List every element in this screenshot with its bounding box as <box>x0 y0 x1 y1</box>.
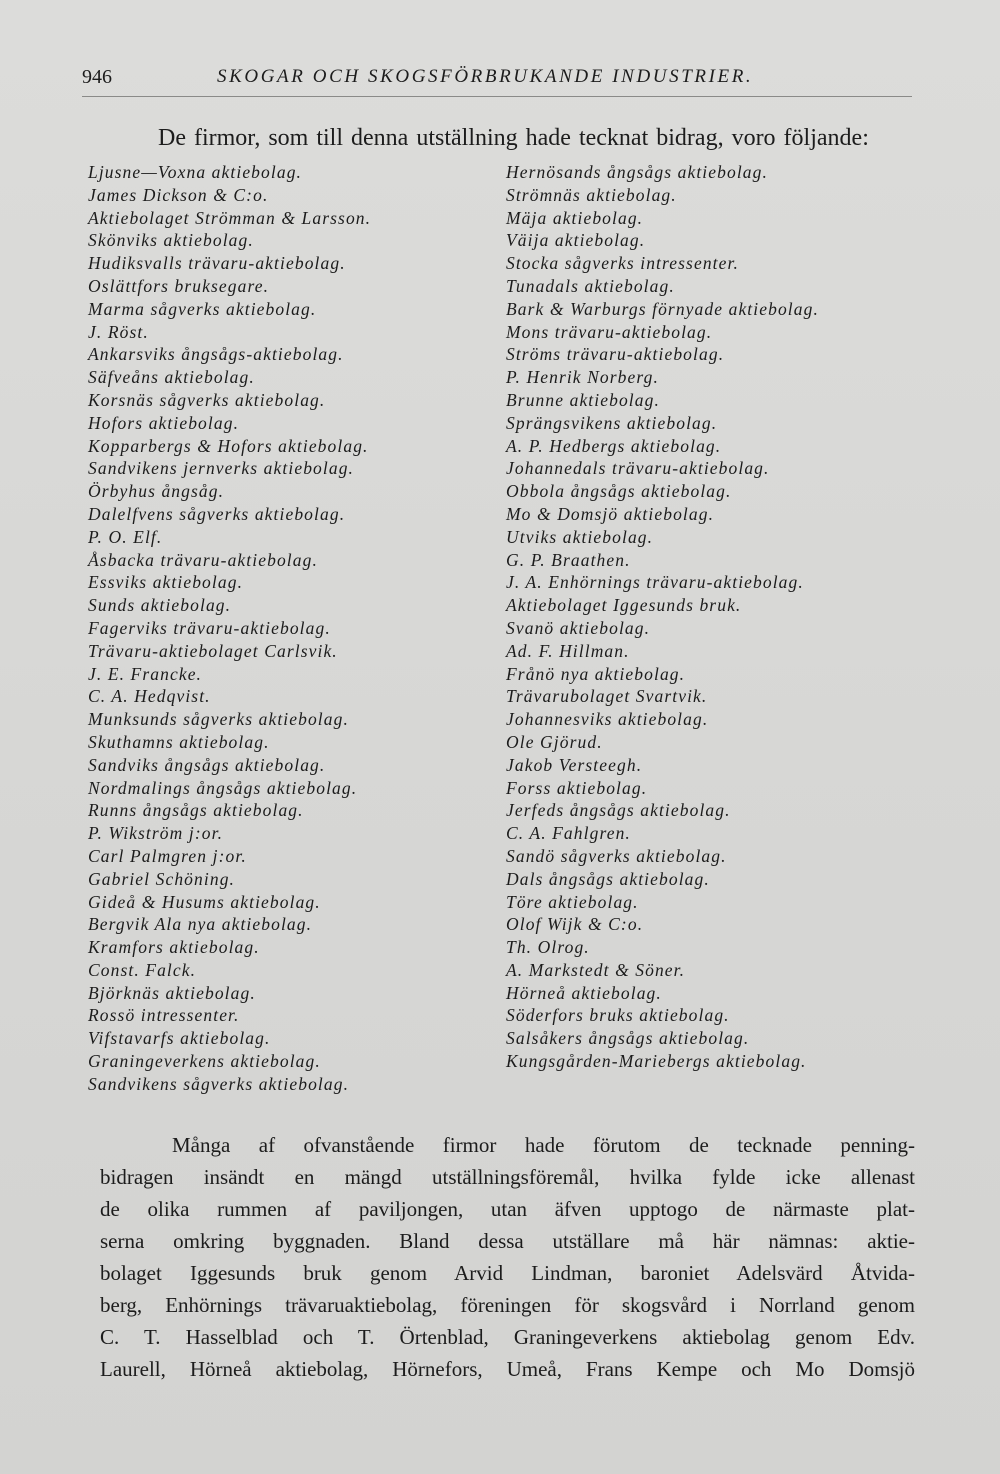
firm-list-item: A. P. Hedbergs aktiebolag. <box>506 435 722 456</box>
paragraph-line: Många af ofvanstående firmor hade förutom de tecknade penning- <box>172 1133 915 1157</box>
running-title: SKOGAR OCH SKOGSFÖRBRUKANDE INDUSTRIER. <box>217 66 754 87</box>
firm-list-item: Ad. F. Hillman. <box>506 640 630 661</box>
firm-list-item: Strömnäs aktiebolag. <box>506 184 677 205</box>
firm-list-item: Dals ångsågs aktiebolag. <box>506 868 710 889</box>
page-header <box>82 66 912 96</box>
firm-list-item: Ole Gjörud. <box>506 731 603 752</box>
firm-list-item: J. A. Enhörnings trävaru-aktiebolag. <box>506 572 804 593</box>
firm-list-item: Tunadals aktiebolag. <box>506 275 675 296</box>
firm-list-item: J. E. Francke. <box>88 663 203 684</box>
firm-list-item: Ankarsviks ångsågs-aktiebolag. <box>88 344 344 365</box>
firm-list-item: Bark & Warburgs förnyade aktiebolag. <box>506 298 819 319</box>
firm-list-item: J. Röst. <box>88 321 149 342</box>
firm-list-item: Olof Wijk & C:o. <box>506 914 644 935</box>
paragraph-line: serna omkring byggnaden. Bland dessa utställare må här nämnas: aktie- <box>100 1229 915 1253</box>
firm-list-item: Essviks aktiebolag. <box>88 572 244 593</box>
firm-list-item: Hudiksvalls trävaru-aktiebolag. <box>88 253 346 274</box>
firm-list-item: Söderfors bruks aktiebolag. <box>506 1005 730 1026</box>
firm-list-item: Väija aktiebolag. <box>506 230 646 251</box>
paragraph-line: Laurell, Hörneå aktiebolag, Hörnefors, Umeå, Frans Kempe och Mo Domsjö <box>100 1357 915 1381</box>
paragraph-line: berg, Enhörnings trävaruaktiebolag, föreningen för skogsvård i Norrland genom <box>100 1293 915 1317</box>
firm-list-item: Skuthamns aktiebolag. <box>88 731 270 752</box>
firm-list-item: Johannedals trävaru-aktiebolag. <box>506 458 770 479</box>
firm-list-item: Kramfors aktiebolag. <box>88 937 260 958</box>
firm-list-item: Jerfeds ångsågs aktiebolag. <box>506 800 731 821</box>
firm-list-item: Gabriel Schöning. <box>88 868 236 889</box>
firm-list-item: P. Wikström j:or. <box>88 823 224 844</box>
firm-list-item: P. O. Elf. <box>88 526 163 547</box>
firm-list-item: Hörneå aktiebolag. <box>506 982 662 1003</box>
firm-list-item: Sunds aktiebolag. <box>88 595 232 616</box>
firm-list-item: Marma sågverks aktiebolag. <box>88 298 317 319</box>
firm-list-item: Skönviks aktiebolag. <box>88 230 254 251</box>
firm-list-item: Hernösands ångsågs aktiebolag. <box>506 162 768 182</box>
firm-list-item: Salsåkers ångsågs aktiebolag. <box>506 1028 750 1049</box>
paragraph-line: bidragen insändt en mängd utställningsföremål, hvilka fylde icke allenast <box>100 1165 915 1189</box>
firm-list-item: Korsnäs sågverks aktiebolag. <box>88 389 326 410</box>
firm-list-item: Forss aktiebolag. <box>506 777 648 798</box>
firm-list-item: C. A. Hedqvist. <box>88 686 211 707</box>
firm-list-item: Mo & Domsjö aktiebolag. <box>506 503 715 524</box>
firm-list-item: James Dickson & C:o. <box>88 184 269 205</box>
firm-list-item: Dalelfvens sågverks aktiebolag. <box>88 503 346 524</box>
firm-list-item: Kungsgården-Mariebergs aktiebolag. <box>506 1051 807 1072</box>
firm-list-item: Sandvikens jernverks aktiebolag. <box>88 458 355 479</box>
firm-list-item: Trävarubolaget Svartvik. <box>506 686 708 707</box>
firm-list-item: Sandvikens sågverks aktiebolag. <box>88 1073 350 1094</box>
firm-list-item: Obbola ångsågs aktiebolag. <box>506 481 732 502</box>
firm-list-item: Sandö sågverks aktiebolag. <box>506 845 727 866</box>
firm-list-item: Munksunds sågverks aktiebolag. <box>88 709 349 730</box>
firm-list-item: Mäja aktiebolag. <box>506 207 644 228</box>
firm-list-item: Ljusne—Voxna aktiebolag. <box>88 162 303 182</box>
firm-list-item: Björknäs aktiebolag. <box>88 982 256 1003</box>
firm-list-item: G. P. Braathen. <box>506 549 631 570</box>
firm-list-item: Johannesviks aktiebolag. <box>506 709 709 730</box>
header-rule <box>82 96 912 97</box>
firm-list-item: Oslättfors bruksegare. <box>88 275 270 296</box>
firm-list-item: Frånö nya aktiebolag. <box>506 663 686 684</box>
paragraph-line: bolaget Iggesunds bruk genom Arvid Lindman, baroniet Adelsvärd Åtvida- <box>100 1261 915 1285</box>
firm-list-item: Kopparbergs & Hofors aktiebolag. <box>88 435 369 456</box>
body-paragraph <box>100 1129 915 1385</box>
firm-list-item: Const. Falck. <box>88 959 197 980</box>
firm-list-item: Jakob Versteegh. <box>506 754 643 775</box>
firm-list-item: Rossö intressenter. <box>88 1005 240 1026</box>
firm-list-item: Gideå & Husums aktiebolag. <box>88 891 321 912</box>
firm-list-item: C. A. Fahlgren. <box>506 823 631 844</box>
firm-list-item: Säfveåns aktiebolag. <box>88 367 255 388</box>
paragraph-line: de olika rummen af paviljongen, utan äfven upptogo de närmaste plat- <box>100 1197 915 1221</box>
firm-list-item: Graningeverkens aktiebolag. <box>88 1051 321 1072</box>
firm-list-item: Svanö aktiebolag. <box>506 617 651 638</box>
firm-list-item: Hofors aktiebolag. <box>88 412 240 433</box>
firm-list-item: Th. Olrog. <box>506 937 590 958</box>
firm-list-item: P. Henrik Norberg. <box>506 367 659 388</box>
firm-list-item: Brunne aktiebolag. <box>506 389 660 410</box>
firm-list-item: Fagerviks trävaru-aktiebolag. <box>88 617 331 638</box>
page-number: 946 <box>82 66 112 88</box>
firm-list-item: Åsbacka trävaru-aktiebolag. <box>88 549 318 570</box>
firm-list-item: Stocka sågverks intressenter. <box>506 253 739 274</box>
firm-list-item: Aktiebolaget Iggesunds bruk. <box>506 595 742 616</box>
firm-list-item: A. Markstedt & Söner. <box>506 959 686 980</box>
firm-list-item: Mons trävaru-aktiebolag. <box>506 321 713 342</box>
firm-list-item: Örbyhus ångsåg. <box>88 481 225 502</box>
firm-list-item: Utviks aktiebolag. <box>506 526 654 547</box>
firm-list-item: Ströms trävaru-aktiebolag. <box>506 344 725 365</box>
firm-list-item: Vifstavarfs aktiebolag. <box>88 1028 271 1049</box>
firm-list-item: Runns ångsågs aktiebolag. <box>88 800 304 821</box>
firm-list-item: Sandviks ångsågs aktiebolag. <box>88 754 326 775</box>
firm-list-item: Töre aktiebolag. <box>506 891 639 912</box>
firm-list-right <box>506 161 819 1073</box>
intro-sentence: De firmor, som till denna utställning hade tecknat bidrag, voro följande: <box>158 125 869 151</box>
firm-list-item: Carl Palmgren j:or. <box>88 845 247 866</box>
firm-list-item: Trävaru-aktiebolaget Carlsvik. <box>88 640 338 661</box>
firm-list-item: Sprängsvikens aktiebolag. <box>506 412 718 433</box>
paragraph-line: C. T. Hasselblad och T. Örtenblad, Graningeverkens aktiebolag genom Edv. <box>100 1325 915 1349</box>
firm-list-left <box>88 161 371 1096</box>
firm-list-item: Bergvik Ala nya aktiebolag. <box>88 914 313 935</box>
firm-list-item: Aktiebolaget Strömman & Larsson. <box>88 207 372 228</box>
firm-list-item: Nordmalings ångsågs aktiebolag. <box>88 777 358 798</box>
